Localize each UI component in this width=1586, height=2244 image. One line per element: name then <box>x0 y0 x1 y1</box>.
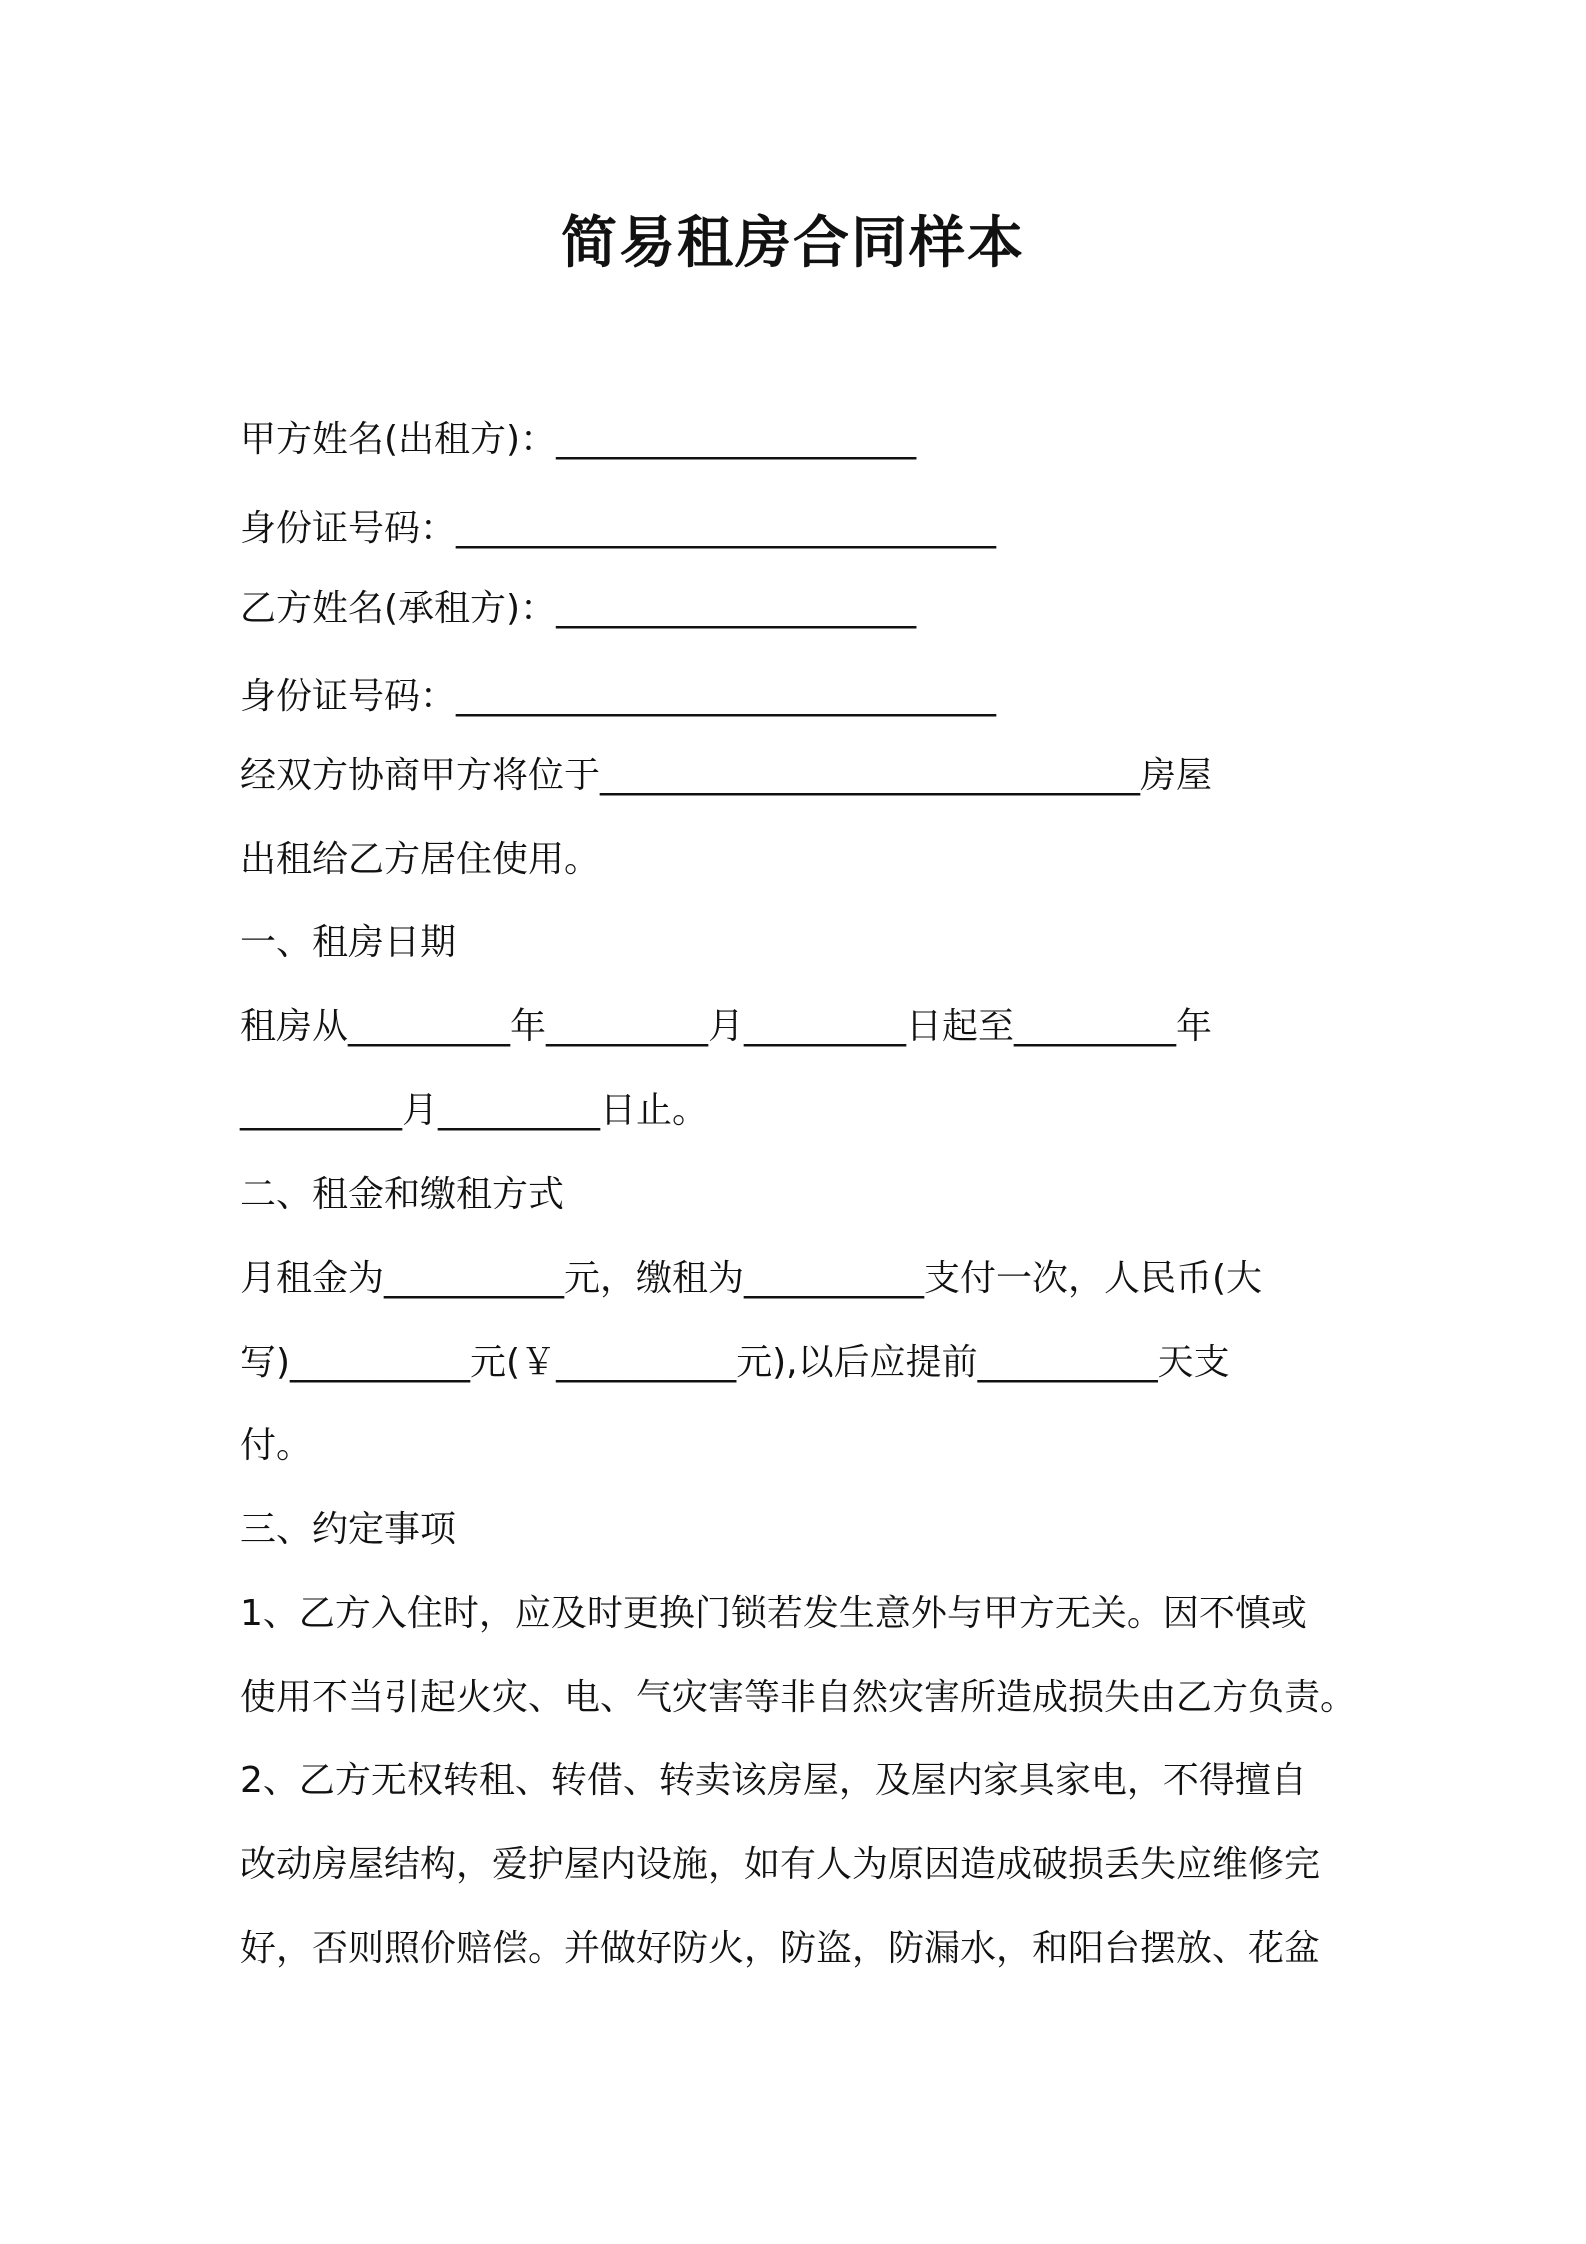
agreement-intro-line: 经双方协商甲方将位于______________________________房屋 <box>240 755 1213 796</box>
rent-payment-line-2: 写)__________元(￥__________元),以后应提前__________天支 <box>240 1342 1230 1383</box>
term-2-line: 2、乙方无权转租、转借、转卖该房屋，及屋内家具家电，不得擅自 <box>240 1760 1307 1801</box>
document-title: 简易租房合同样本 <box>561 211 1025 276</box>
landlord-name-line: 甲方姓名(出租方)：____________________ <box>240 419 917 460</box>
agreement-intro-line-cont: 出租给乙方居住使用。 <box>240 839 601 880</box>
term-2-line-cont-2: 好，否则照价赔偿。并做好防火，防盗，防漏水，和阳台摆放、花盆 <box>240 1928 1321 1969</box>
section-heading-rental-period: 一、租房日期 <box>240 922 457 963</box>
term-2-line-cont: 改动房屋结构，爱护屋内设施，如有人为原因造成破损丢失应维修完 <box>240 1844 1321 1885</box>
rental-period-line-cont: _________月_________日止。 <box>240 1090 709 1131</box>
rental-period-line: 租房从_________年_________月_________日起至_________年 <box>240 1006 1213 1047</box>
tenant-name-line: 乙方姓名(承租方)：____________________ <box>240 588 917 629</box>
rent-payment-line: 月租金为__________元，缴租为__________支付一次，人民币(大 <box>240 1258 1263 1299</box>
tenant-id-line: 身份证号码：______________________________ <box>240 676 997 717</box>
section-heading-terms: 三、约定事项 <box>240 1509 457 1550</box>
section-heading-rent-payment: 二、租金和缴租方式 <box>240 1174 565 1215</box>
landlord-id-line: 身份证号码：______________________________ <box>240 508 997 549</box>
term-1-line: 1、乙方入住时，应及时更换门锁若发生意外与甲方无关。因不慎或 <box>240 1593 1307 1634</box>
rent-payment-line-3: 付。 <box>240 1425 313 1466</box>
term-1-line-cont: 使用不当引起火灾、电、气灾害等非自然灾害所造成损失由乙方负责。 <box>240 1677 1357 1718</box>
